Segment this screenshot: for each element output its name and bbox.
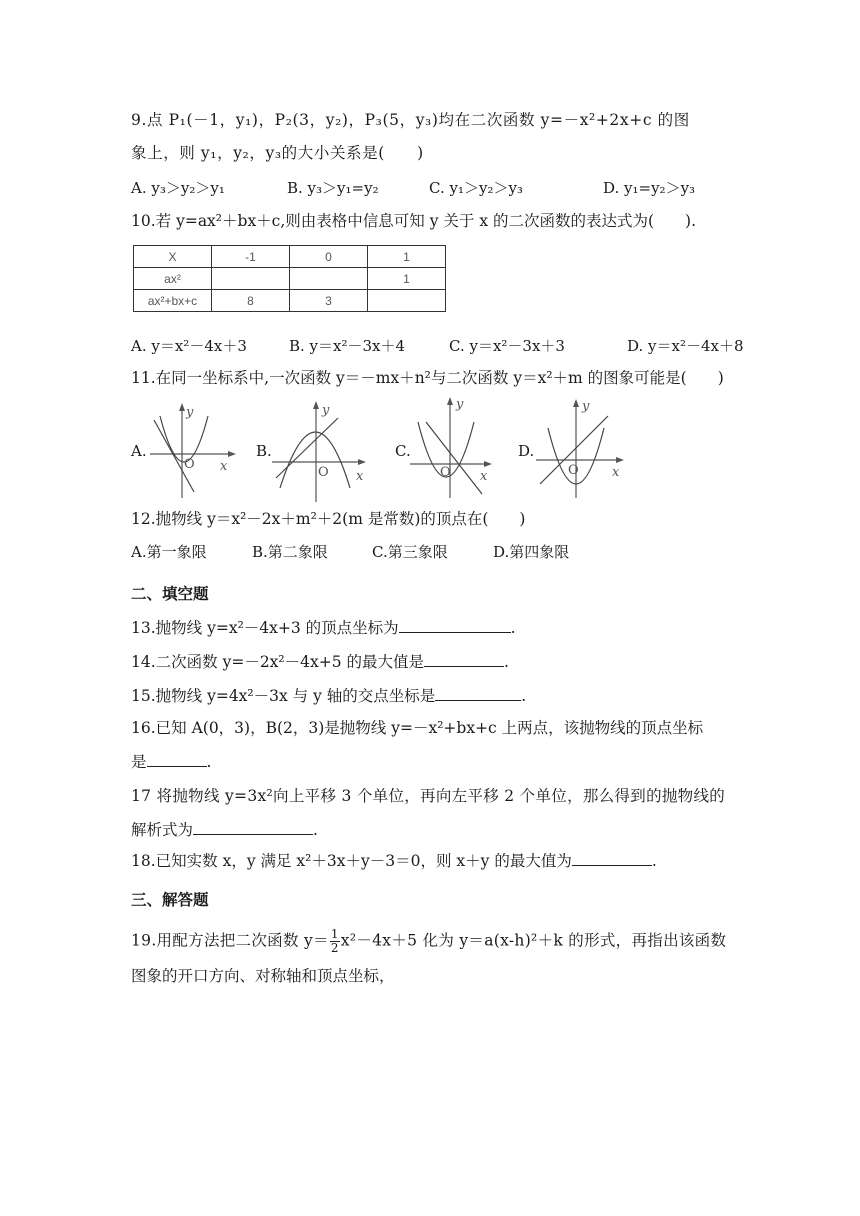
graph-c-label[interactable]: C. xyxy=(395,442,411,460)
origin-label: O xyxy=(440,465,451,480)
x-axis-arrow xyxy=(228,451,236,457)
q19-fraction xyxy=(330,928,340,955)
graph-a-label[interactable]: A. xyxy=(131,442,147,460)
section-heading-solve: 三、解答题 xyxy=(131,891,209,909)
table-row xyxy=(134,246,446,268)
q18-period: . xyxy=(651,852,657,870)
origin-label: O xyxy=(318,465,329,480)
graph-b xyxy=(268,396,372,504)
section-heading-fill-blank: 二、填空题 xyxy=(131,585,209,603)
table-cell: 8 xyxy=(212,290,290,312)
q17-prompt: 解析式为 xyxy=(131,821,194,839)
q13-text xyxy=(131,616,516,638)
graph-b-label[interactable]: B. xyxy=(256,442,272,460)
q19-prefix: 19.用配方法把二次函数 y＝ xyxy=(131,931,329,950)
y-axis-arrow xyxy=(179,403,185,411)
parabola-curve xyxy=(160,416,208,462)
q9-option-c[interactable]: C. y₁＞y₂＞y₃ xyxy=(429,179,523,197)
y-axis-arrow xyxy=(447,397,453,405)
graph-d-label[interactable]: D. xyxy=(518,442,535,460)
x-axis-label: x xyxy=(356,469,364,484)
q10-option-c[interactable]: C. y＝x²－3x＋3 xyxy=(449,337,565,355)
x-axis-label: x xyxy=(612,465,620,480)
y-axis-label: y xyxy=(582,399,590,414)
fraction-denominator: 2 xyxy=(330,941,339,955)
q13-period: . xyxy=(510,619,516,637)
table-cell: ax²+bx+c xyxy=(134,290,212,312)
q14-period: . xyxy=(504,653,509,671)
graph-d xyxy=(532,394,628,500)
q15-prompt: 15.抛物线 y=4x²－3x 与 y 轴的交点坐标是 xyxy=(131,687,436,705)
q9-line2: 象上，则 y₁，y₂，y₃的大小关系是( ) xyxy=(131,144,424,162)
table-row xyxy=(134,290,446,312)
q10-table xyxy=(133,245,446,312)
q18-answer-blank[interactable] xyxy=(572,849,652,866)
q17-period: . xyxy=(313,821,318,839)
q16-line1: 16.已知 A(0，3)，B(2，3)是抛物线 y=－x²+bx+c 上两点，该抛物线的顶点坐标 xyxy=(131,719,704,737)
table-cell: 3 xyxy=(290,290,368,312)
y-axis-arrow xyxy=(313,401,319,409)
q14-prompt: 14.二次函数 y=－2x²－4x+5 的最大值是 xyxy=(131,653,425,671)
x-axis-arrow xyxy=(484,461,492,467)
q16-period: . xyxy=(206,753,212,771)
q9-line1: 9.点 P₁(－1，y₁)，P₂(3，y₂)，P₃(5，y₃)均在二次函数 y=－x²+2x+c 的图 xyxy=(131,111,690,129)
table-cell xyxy=(290,268,368,290)
table-cell: -1 xyxy=(212,246,290,268)
table-cell: 1 xyxy=(368,268,446,290)
q18-text xyxy=(131,849,657,871)
table-row xyxy=(134,268,446,290)
q15-answer-blank[interactable] xyxy=(435,684,521,701)
origin-label: O xyxy=(568,463,579,478)
linear-line xyxy=(426,422,482,494)
q17-line2 xyxy=(131,818,318,840)
table-cell xyxy=(212,268,290,290)
q14-text xyxy=(131,650,509,672)
q16-prompt: 是 xyxy=(131,753,147,771)
y-axis-label: y xyxy=(186,405,194,420)
q19-line2: 图象的开口方向、对称轴和顶点坐标， xyxy=(131,967,395,985)
q12-option-b[interactable]: B.第二象限 xyxy=(252,543,328,561)
q15-text xyxy=(131,684,526,706)
y-axis-label: y xyxy=(456,397,464,412)
q14-answer-blank[interactable] xyxy=(424,650,504,667)
q10-option-b[interactable]: B. y＝x²－3x＋4 xyxy=(289,337,406,355)
q16-answer-blank[interactable] xyxy=(147,750,207,767)
q10-option-d[interactable]: D. y＝x²－4x＋8 xyxy=(627,337,744,355)
x-axis-arrow xyxy=(616,457,624,463)
linear-line xyxy=(276,418,338,478)
origin-label: O xyxy=(184,457,195,472)
q19-suffix: x²－4x＋5 化为 y＝a(x-h)²＋k 的形式，再指出该函数 xyxy=(340,931,727,950)
q16-line2 xyxy=(131,750,211,772)
y-axis-label: y xyxy=(322,403,330,418)
table-cell: X xyxy=(134,246,212,268)
q13-answer-blank[interactable] xyxy=(399,616,511,633)
q19-line1 xyxy=(131,928,726,955)
q12-option-a[interactable]: A.第一象限 xyxy=(131,543,207,561)
x-axis-label: x xyxy=(480,469,488,484)
table-cell: 1 xyxy=(368,246,446,268)
graph-a xyxy=(146,398,240,500)
x-axis-arrow xyxy=(358,459,366,465)
table-cell: 0 xyxy=(290,246,368,268)
q12-option-d[interactable]: D.第四象限 xyxy=(493,543,570,561)
q12-text: 12.抛物线 y＝x²－2x＋m²＋2(m 是常数)的顶点在( ) xyxy=(131,510,526,528)
q10-text: 10.若 y=ax²＋bx＋c,则由表格中信息可知 y 关于 x 的二次函数的表达式为( ). xyxy=(131,212,697,230)
table-cell xyxy=(368,290,446,312)
q10-option-a[interactable]: A. y＝x²－4x＋3 xyxy=(131,337,247,355)
q17-line1: 17 将抛物线 y=3x²向上平移 3 个单位，再向左平移 2 个单位，那么得到的抛物线的 xyxy=(131,787,726,805)
fraction-numerator: 1 xyxy=(330,927,339,941)
q9-option-a[interactable]: A. y₃＞y₂＞y₁ xyxy=(131,179,225,197)
q17-answer-blank[interactable] xyxy=(193,818,313,835)
q12-option-c[interactable]: C.第三象限 xyxy=(372,543,448,561)
q18-prompt: 18.已知实数 x，y 满足 x²＋3x＋y－3＝0，则 x＋y 的最大值为 xyxy=(131,852,572,870)
table-cell: ax² xyxy=(134,268,212,290)
linear-line xyxy=(154,420,194,492)
graph-c xyxy=(406,392,496,500)
q9-option-d[interactable]: D. y₁=y₂＞y₃ xyxy=(603,179,696,197)
y-axis-arrow xyxy=(573,399,579,407)
x-axis-label: x xyxy=(220,459,228,474)
q15-period: . xyxy=(521,687,527,705)
q9-option-b[interactable]: B. y₃＞y₁=y₂ xyxy=(287,179,379,197)
q13-prompt: 13.抛物线 y=x²－4x+3 的顶点坐标为 xyxy=(131,619,399,637)
q11-text: 11.在同一坐标系中,一次函数 y＝－mx＋n²与二次函数 y＝x²＋m 的图象可能是( ) xyxy=(131,369,724,387)
